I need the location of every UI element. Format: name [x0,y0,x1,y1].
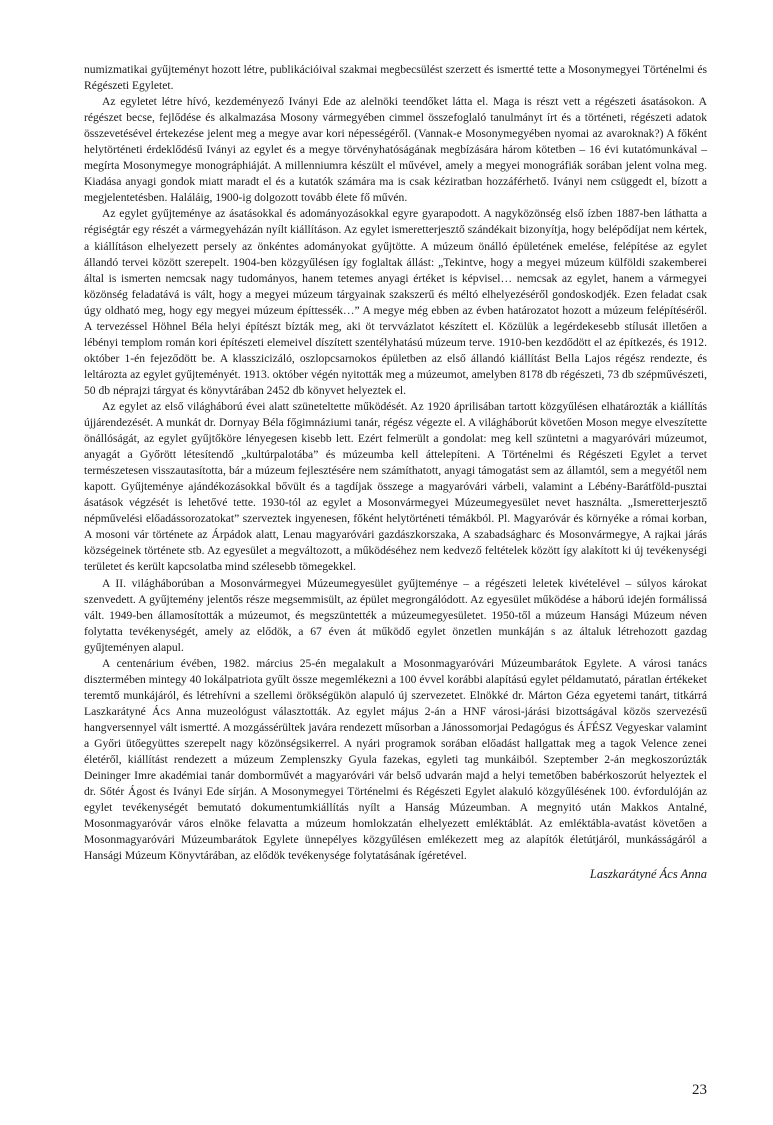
paragraph-2: Az egyletet létre hívó, kezdeményező Iványi Ede az alelnöki teendőket látta el. Maga is részt vett a régészeti ásatásokon. A régészet becse, fejlődése és alkalmazása Mosony vármegyében cimmel összefoglaló tanulmányt írt és a történeti, régészeti adatok összevetésével értekezése jelent meg a megye avar kori népességéről. (Vannak-e Mosonymegyében nyomai az avaroknak?) A főként helytörténeti érdeklődésű Iványi az egylet és a megye törvényhatóságának megbízására három kötetben – 16 évi kutatómunkával – megírta Mosonymegye monográphiáját. A millenniumra készült el művével, amely a megyei monográfiák sorában jelent volna meg. Kiadása anyagi gondok miatt maradt el és a kutatók számára ma is csak kéziratban hozzáférhető. Iványi nem csüggedt el, bízott a megjelentetésben. Haláláig, 1900-ig dolgozott tovább élete fő művén. [84,95,707,205]
paragraph-3: Az egylet gyűjteménye az ásatásokkal és adományozásokkal egyre gyarapodott. A nagyközönség első ízben 1887-ben láthatta a régiségtár egy részét a vármegyeházán nyílt kiállításon. Az egylet ismeretterjesztő szándékait bizonyítja, hogy belépődíjat nem kértek, a kiállításon elhelyezett persely az önkéntes adományokat gyűjtötte. A múzeum önálló épületének emelése, felépítése az egylet állandó tervei között szerepelt. 1904-ben közgyűlésen így foglaltak állást: „Tekintve, hogy a megyei múzeum külföldi szakemberei által is ismerten nemcsak nagy tudományos, hanem tetemes anyagi értéket is képvisel… nemcsak az egylet, hanem a vármegyei közönség feladatává is vált, hogy a megyei múzeum tárgyainak szakszerű és méltó elhelyezéséről gondoskodjék. Ezen feladat csak úgy oldható meg, hogy egy megyei múzeum építtessék…” A megye még ebben az évben határozatot hozott a múzeum felépítéséről. A tervezéssel Höhnel Béla helyi építészt bízták meg, aki öt tervvázlatot készített el. Közülük a legérdekesebb stílusát illetően a lébényi templom román kori építészeti elemeivel díszített szentélyhatású múzeum terve. 1910-ben kezdődött el az építkezés, és 1912. október 1-én fejeződött be. A klasszicizáló, oszlopcsarnokos épületben az első állandó kiállítást Bella Lajos régész rendezte, és leltározta az egylet gyűjteményét. 1913. október végén nyitották meg a múzeumot, amelyben 8178 db régészeti, 73 db szépművészeti, 50 db néprajzi tárgyat és könyvtárában 2452 db könyvet helyeztek el. [84,207,707,397]
paragraph-5: A II. világháborúban a Mosonvármegyei Múzeumegyesület gyűjteménye – a régészeti leletek kivételével – súlyos károkat szenvedett. A gyűjtemény jelentős része megsemmisült, az épület megrongálódott. Az egyesület működése a háború idején formálissá vált. 1949-ben államosították a múzeumot, és megszüntették a múzeumegyesületet. 1950-től a múzeum Hansági Múzeum néven folytatta tevékenységét, amely az elődök, a 67 éven át működő egylet önzetlen munkáján s az általuk létrehozott gazdag gyűjteményen alapul. [84,576,707,654]
page-number: 23 [692,1082,707,1098]
paragraph-1: numizmatikai gyűjteményt hozott létre, publikációival szakmai megbecsülést szerzett és ismertté tette a Mosonymegyei Történelmi és Régészeti Egyletet. [84,63,707,93]
paragraph-6: A centenárium évében, 1982. március 25-én megalakult a Mosonmagyaróvári Múzeumbarátok Egylete. A városi tanács disztermében mintegy 40 lokálpatriota gyűlt össze megemlékezni a 100 évvel korábbi alapítású egylet példamutató, páratlan értékeket teremtő munkájáról, és létrehívni a szellemi örökségükön alapuló új szervezetet. Elnökké dr. Márton Géza egyetemi tanárt, titkárrá Laszkarátyné Ács Anna muzeológust választották. Az egylet május 2-án a HNF városi-járási bizottságával közös szervezésű hangversennyel vált ismertté. A mozgássérültek javára rendezett műsorban a Jánossomorjai Pedagógus és ÁFÉSZ Vegyeskar valamint a Győri ütőegyüttes szerepelt nagy közönségsikerrel. A nyári programok sorában előadást hallgattak meg a tagok Velence zenei életéről, kiállítást rendezett a múzeum Zemplenszky Gyula fazekas, egyleti tag munkáiból. Szeptember 2-án megkoszorúzták Deininger Imre akadémiai tanár domborművét a magyaróvári vár belső udvarán majd a helyi temetőben babérkoszorút helyeztek el dr. Sőtér Ágost és Iványi Ede sírján. A Mosonymegyei Történelmi és Régészeti Egylet alakuló közgyűlésének 100. évfordulóján az egylet tevékenységét bemutató dokumentumkiállítás nyílt a Hanság Múzeumban. A megnyitó után Makkos Antalné, Mosonmagyaróvár város elnöke felavatta a múzeum homlokzatán elhelyezett emléktáblát. Az emléktábla-avatást követően a Mosonmagyaróvári Múzeumbarátok Egylete ünnepélyes közgyűlésen emlékezett meg az alapítók életútjáról, munkásságáról a Hansági Múzeum Könyvtárában, az elődök tevékenysége folytatásának ígéretével. [84,656,707,863]
author-signature: Laszkarátyné Ács Anna [589,867,707,882]
paragraph-4: Az egylet az első világháború évei alatt szüneteltette működését. Az 1920 áprilisában tartott közgyűlésen elhatározták a kiállítás újjárendezését. A munkát dr. Dornyay Béla főgimnáziumi tanár, régész végezte el. A világháborút követően Moson megye elveszítette önállóságát, az egylet gyűjtőköre lényegesen kisebb lett. Ezért felmerült a gondolat: meg kell szüntetni a magyaróvári múzeumot, anyagát a Győrött létesítendő „kultúrpalotába” és múzeumba kell áttelepíteni. A Történelmi és Régészeti Egylet a tervet természetesen visszautasította, bár a múzeum fejlesztésére nem számíthatott, anyagi támogatást sem az államtól, sem a megyétől nem kapott. Gyűjteménye ajándékozásokkal bővült és a tagdíjak összege a magyaróvári várbeli, valamint a Lébény-Barátföld-pusztai ásatások végzését is lehetővé tette. 1930-tól az egylet a Mosonvármegyei Múzeumegyesület nevet használta. „Ismeretterjesztő népművelési előadássorozatokat” szerveztek ingyenesen, főként helytörténeti témákból. Pl. Magyaróvár és környéke a római korban, A mosoni vár története az Árpádok alatt, Lenau magyaróvári gazdászkorszaka, A szabadságharc és Mosonvármegye, A rajkai járás községeinek története stb. Az egyesület a megváltozott, a működéséhez nem kedvező feltételek között így alakított ki új tevékenységi területet és került kapcsolatba mind szélesebb tömegekkel. [84,399,707,574]
